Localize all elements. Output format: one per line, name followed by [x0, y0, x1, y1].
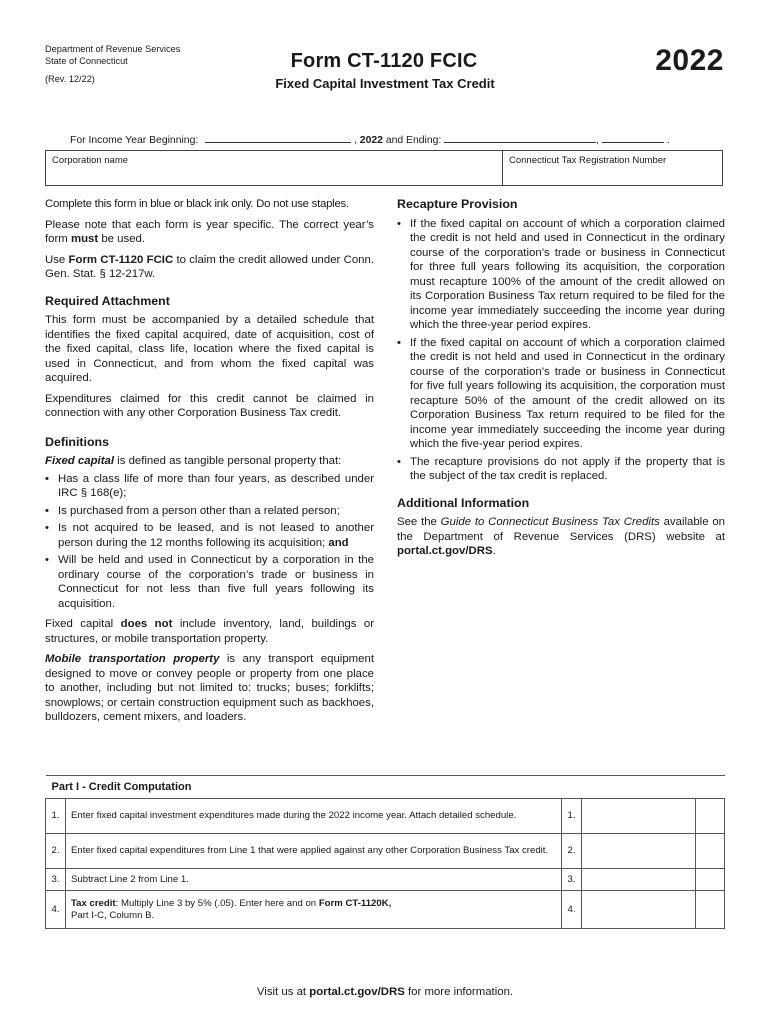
- tax-registration-label: Connecticut Tax Registration Number: [509, 155, 667, 166]
- required-attachment-text: This form must be accompanied by a detailed schedule that identifies the fixed capital acquired, date of acquisition, cost of the fixed capital, class life, location where the fixed capital is used in Connecticut, and from whom the fixed capital was acquired.: [45, 314, 374, 384]
- line-number: 4.: [46, 891, 66, 929]
- line-2-cents[interactable]: [696, 834, 725, 869]
- footer-note: Visit us at portal.ct.gov/DRS for more information.: [256, 986, 514, 998]
- fixed-capital-definition: Fixed capital is defined as tangible personal property that:: [45, 455, 342, 467]
- line-4-cents[interactable]: [696, 891, 725, 929]
- box-divider: [502, 151, 503, 185]
- list-item: • Has a class life of more than four years, as described under IRC § 168(e);: [45, 472, 374, 499]
- line-3-amount-input[interactable]: [582, 873, 695, 886]
- line-2-amount-input[interactable]: [582, 845, 695, 858]
- part1-credit-computation: [45, 775, 724, 929]
- line-description: Enter fixed capital investment expenditures made during the 2022 income year. Attach detailed schedule.: [66, 799, 562, 834]
- line-ref: 3.: [562, 869, 582, 891]
- line-1-amount[interactable]: [582, 799, 696, 834]
- table-row: [46, 869, 725, 891]
- income-year-begin-field[interactable]: [205, 132, 351, 143]
- income-year-year: 2022: [359, 135, 383, 146]
- corporation-info-box: [45, 150, 723, 186]
- list-item: • Is not acquired to be leased, and is not leased to another person during the 12 months following its acquisition; and: [45, 522, 374, 549]
- line-description: Tax credit: Multiply Line 3 by 5% (.05). Enter here and on Form CT-1120K, Part I-C, Column B.: [66, 891, 562, 929]
- mobile-transportation-definition: Mobile transportation property is any transport equipment designed to move or convey people or property from one place to another, including but not limited to: trucks; buses; forklifts; snowplows; or certain construction equipment such as backhoes, bulldozers, cement mixers, and loaders.: [45, 653, 374, 723]
- expenditures-note: Expenditures claimed for this credit cannot be claimed in connection with any other Corporation Business Tax credit.: [45, 392, 374, 419]
- fixed-capital-criteria-list: [45, 472, 374, 612]
- corporation-name-input[interactable]: [52, 168, 496, 186]
- line-3-amount[interactable]: [582, 869, 696, 891]
- list-item: • Is purchased from a person other than a related person;: [45, 504, 340, 517]
- agency-state: State of Connecticut: [45, 55, 128, 66]
- table-row: [46, 799, 725, 834]
- required-attachment-heading: Required Attachment: [45, 293, 170, 308]
- list-item: • Will be held and used in Connecticut by a corporation in the ordinary course of the corporation’s trade or business in Connecticut for not less than five full years following its acquisition.: [45, 554, 374, 610]
- list-item: • If the fixed capital on account of which a corporation claimed the credit is not held and used in Connecticut in the ordinary course of the corporation’s trade or business in Connecticut for five full years following its acquisition, the corporation must recapture 50% of the amount of the credit allowed on its Corporation Business Tax return required to be filed for the income year immediately succeeding the income year during which the five-year period expires.: [397, 336, 725, 450]
- line-4-amount[interactable]: [582, 891, 696, 929]
- income-year-begin-label: For Income Year Beginning:: [70, 135, 199, 146]
- definitions-heading: Definitions: [45, 434, 110, 449]
- income-year-end-label: and Ending:: [385, 135, 442, 146]
- revision-date: (Rev. 12/22): [45, 74, 95, 84]
- line-4-amount-input[interactable]: [582, 903, 695, 916]
- instructions-right-column: [397, 197, 725, 565]
- income-year-end-field[interactable]: [444, 132, 596, 143]
- line-3-cents[interactable]: [696, 869, 725, 891]
- line-1-cents[interactable]: [696, 799, 725, 834]
- line-number: 3.: [46, 869, 66, 891]
- list-item: • The recapture provisions do not apply if the property that is the subject of the tax credit is replaced.: [397, 455, 725, 482]
- line-1-amount-input[interactable]: [582, 810, 695, 823]
- table-row: [46, 891, 725, 929]
- tax-registration-input[interactable]: [509, 168, 721, 186]
- instructions-left-column: [45, 197, 374, 731]
- income-year-end-year-field[interactable]: [602, 132, 664, 143]
- recapture-heading: Recapture Provision: [397, 197, 518, 211]
- line-description: Enter fixed capital expenditures from Line 1 that were applied against any other Corporation Business Tax credit.: [66, 834, 562, 869]
- additional-info-heading: Additional Information: [397, 495, 530, 510]
- line-number: 2.: [46, 834, 66, 869]
- income-year-line: For Income Year Beginning: , 2022 and Ending: , .: [70, 132, 670, 146]
- table-row: [46, 834, 725, 869]
- line-ref: 2.: [562, 834, 582, 869]
- additional-info-text: See the Guide to Connecticut Business Tax Credits available on the Department of Revenue Services (DRS) website at portal.ct.gov/DRS.: [397, 516, 725, 557]
- line-description: Subtract Line 2 from Line 1.: [66, 869, 562, 891]
- line-number: 1.: [46, 799, 66, 834]
- fixed-capital-exclusions: Fixed capital does not include inventory, land, buildings or structures, or mobile transportation property.: [45, 618, 374, 645]
- part1-heading: Part I - Credit Computation: [46, 776, 725, 799]
- corporation-name-label: Corporation name: [52, 155, 129, 166]
- part1-header-row: [46, 776, 725, 799]
- intro-use-form: Use Form CT-1120 FCIC to claim the credit allowed under Conn. Gen. Stat. § 12-217w.: [45, 253, 374, 280]
- list-item: • If the fixed capital on account of which a corporation claimed the credit is not held and used in Connecticut in the ordinary course of the corporation’s trade or business in Connecticut for three full years following its acquisition, the corporation must recapture 100% of the amount of the credit allowed on its Corporation Business Tax return required to be filed for the income year immediately succeeding the income year during which the three-year period expires.: [397, 217, 725, 331]
- line-ref: 4.: [562, 891, 582, 929]
- tax-year: 2022: [655, 44, 724, 77]
- agency-name: Department of Revenue Services: [45, 44, 181, 54]
- intro-ink-instruction: Complete this form in blue or black ink only. Do not use staples.: [45, 198, 349, 210]
- form-subtitle: Fixed Capital Investment Tax Credit: [275, 76, 495, 91]
- recapture-list: [397, 217, 725, 484]
- intro-year-specific: Please note that each form is year specific. The correct year’s form must be used.: [45, 218, 374, 245]
- drs-website-link[interactable]: portal.ct.gov/DRS: [309, 986, 405, 998]
- form-title: Form CT-1120 FCIC: [290, 50, 478, 72]
- line-ref: 1.: [562, 799, 582, 834]
- line-2-amount[interactable]: [582, 834, 696, 869]
